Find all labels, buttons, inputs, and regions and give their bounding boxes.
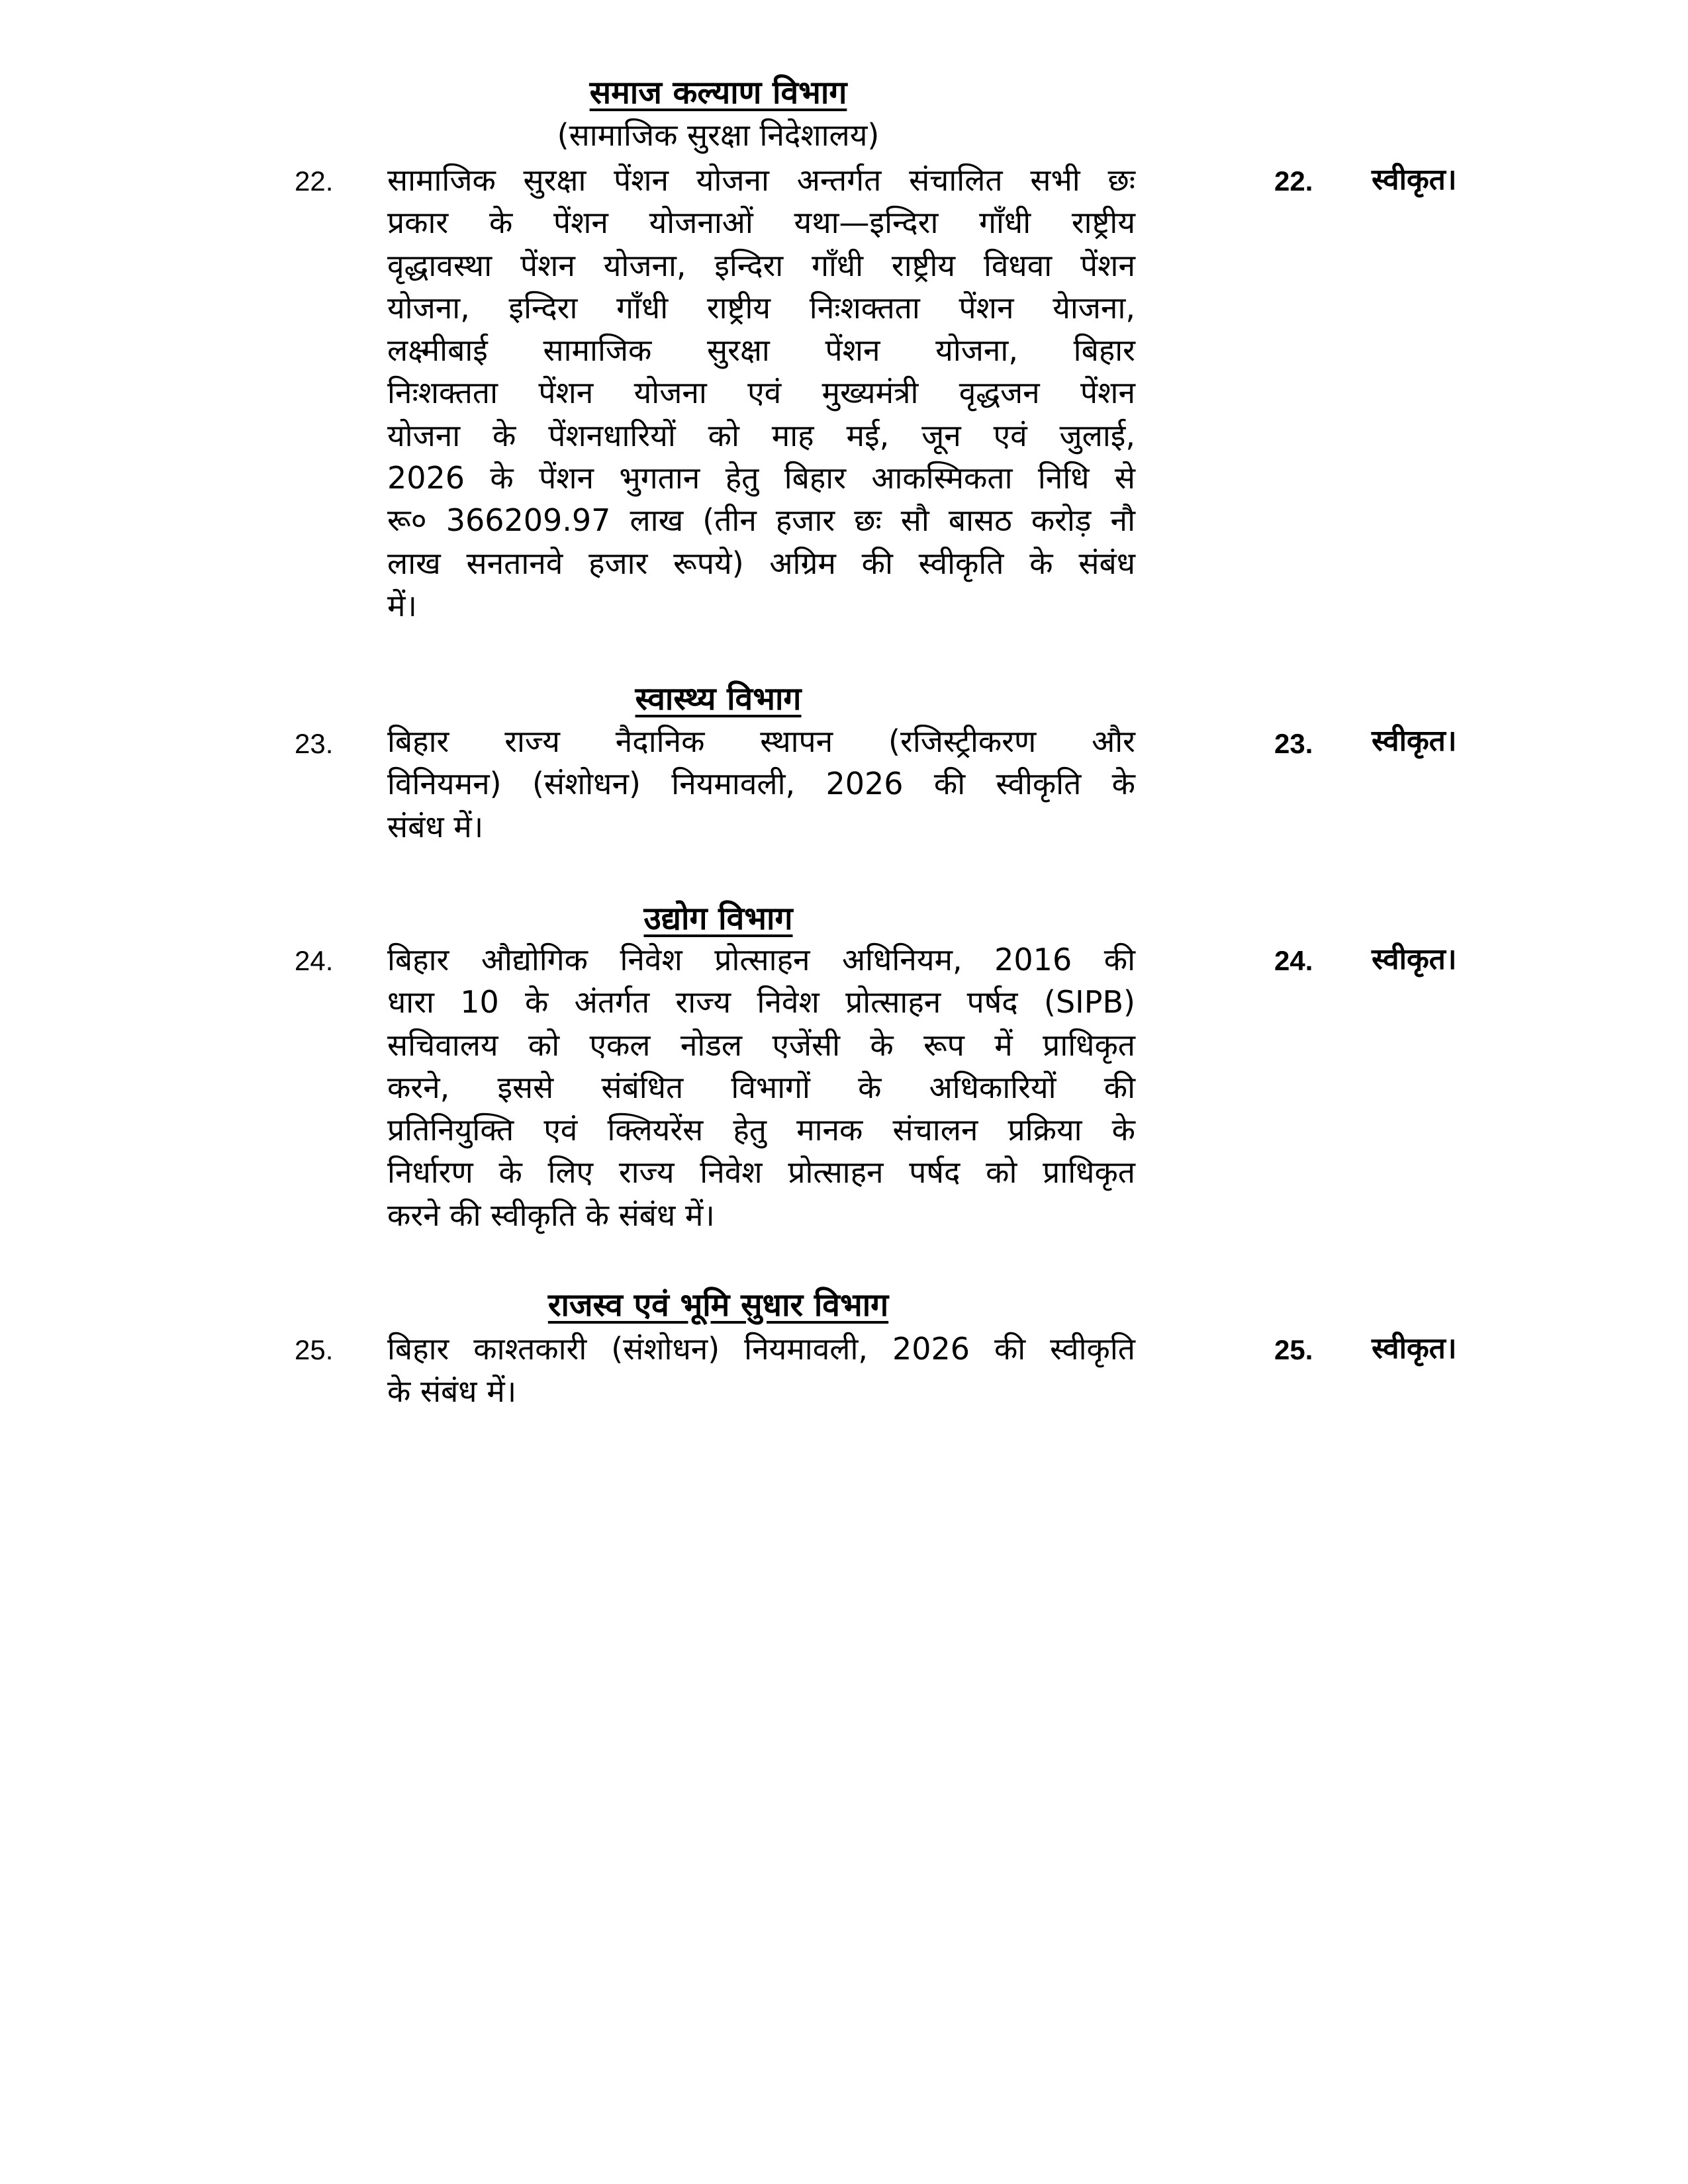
item-line: करने, इससे संबंधित विभागों के अधिकारियों की — [387, 1069, 1135, 1105]
item-line: धारा 10 के अंतर्गत राज्य निवेश प्रोत्साहन पर्षद (SIPB) — [387, 984, 1135, 1021]
section-subheading: (सामाजिक सुरक्षा निदेशालय) — [557, 117, 880, 153]
item-line: करने की स्वीकृति के संबंध में। — [387, 1197, 715, 1233]
item-text — [387, 938, 1135, 1236]
section-heading: स्वास्थ्य विभाग — [635, 680, 802, 717]
item-line: सचिवालय को एकल नोडल एजेंसी के रूप में प्राधिकृत — [387, 1026, 1135, 1063]
item-line: योजना, इन्दिरा गाँधी राष्ट्रीय निःशक्तता पेंशन येाजना, — [387, 289, 1135, 326]
item-text — [387, 720, 1135, 848]
item-line: लाख सनतानवे हजार रूपये) अग्रिम की स्वीकृति के संबंध — [387, 545, 1135, 581]
item-line: रू० 366209.97 लाख (तीन हजार छः सौ बासठ करोड़ नौ — [387, 502, 1135, 539]
item-line: विनियमन) (संशोधन) नियमावली, 2026 की स्वीकृति के — [387, 766, 1135, 802]
item-line: सामाजिक सुरक्षा पेंशन योजना अन्तर्गत संचालित सभी छः — [387, 162, 1135, 198]
item-text — [387, 159, 1135, 627]
item-line: संबंध में। — [387, 808, 484, 844]
section-heading: समाज कल्याण विभाग — [589, 74, 847, 111]
decision-number: 25. — [1274, 1334, 1313, 1365]
item-line: में। — [387, 587, 417, 623]
item-line: के संबंध में। — [387, 1373, 517, 1410]
decision-number: 22. — [1274, 165, 1313, 197]
item-line: निःशक्तता पेंशन योजना एवं मुख्यमंत्री वृद्धजन पेंशन — [387, 375, 1135, 411]
decision-status: स्वीकृत। — [1372, 1332, 1457, 1365]
item-number: 24. — [295, 945, 334, 976]
item-line: बिहार राज्य नैदानिक स्थापन (रजिस्ट्रीकरण और — [387, 723, 1135, 759]
item-text — [387, 1328, 1135, 1413]
item-line: बिहार औद्योगिक निवेश प्रोत्साहन अधिनियम, 2016 की — [387, 942, 1135, 978]
item-line: प्रकार के पेंशन योजनाओं यथा—इन्दिरा गाँधी राष्ट्रीय — [387, 205, 1135, 241]
section-heading: राजस्व एवं भूमि सुधार विभाग — [547, 1287, 889, 1324]
item-line: योजना के पेंशनधारियों को माह मई, जून एवं जुलाई, — [387, 417, 1135, 453]
item-number: 22. — [295, 165, 334, 197]
item-line: वृद्धावस्था पेंशन योजना, इन्दिरा गाँधी राष्ट्रीय विधवा पेंशन — [387, 247, 1135, 283]
item-line: बिहार काश्तकारी (संशोधन) नियमावली, 2026 की स्वीकृति — [387, 1331, 1135, 1367]
item-number: 23. — [295, 728, 334, 759]
item-line: प्रतिनियुक्ति एवं क्लियरेंस हेतु मानक संचालन प्रक्रिया के — [387, 1112, 1135, 1148]
decision-status: स्वीकृत। — [1372, 163, 1457, 197]
item-number: 25. — [295, 1334, 334, 1365]
decision-status: स्वीकृत। — [1372, 724, 1457, 758]
item-line: 2026 के पेंशन भुगतान हेतु बिहार आकस्मिकता निधि से — [387, 460, 1135, 496]
item-line: लक्ष्मीबाई सामाजिक सुरक्षा पेंशन योजना, बिहार — [387, 332, 1135, 369]
decision-number: 23. — [1274, 728, 1313, 759]
item-line: निर्धारण के लिए राज्य निवेश प्रोत्साहन पर्षद को प्राधिकृत — [387, 1154, 1135, 1191]
decision-number: 24. — [1274, 945, 1313, 976]
section-heading: उद्योग विभाग — [643, 900, 793, 937]
decision-status: स्वीकृत। — [1372, 942, 1457, 976]
